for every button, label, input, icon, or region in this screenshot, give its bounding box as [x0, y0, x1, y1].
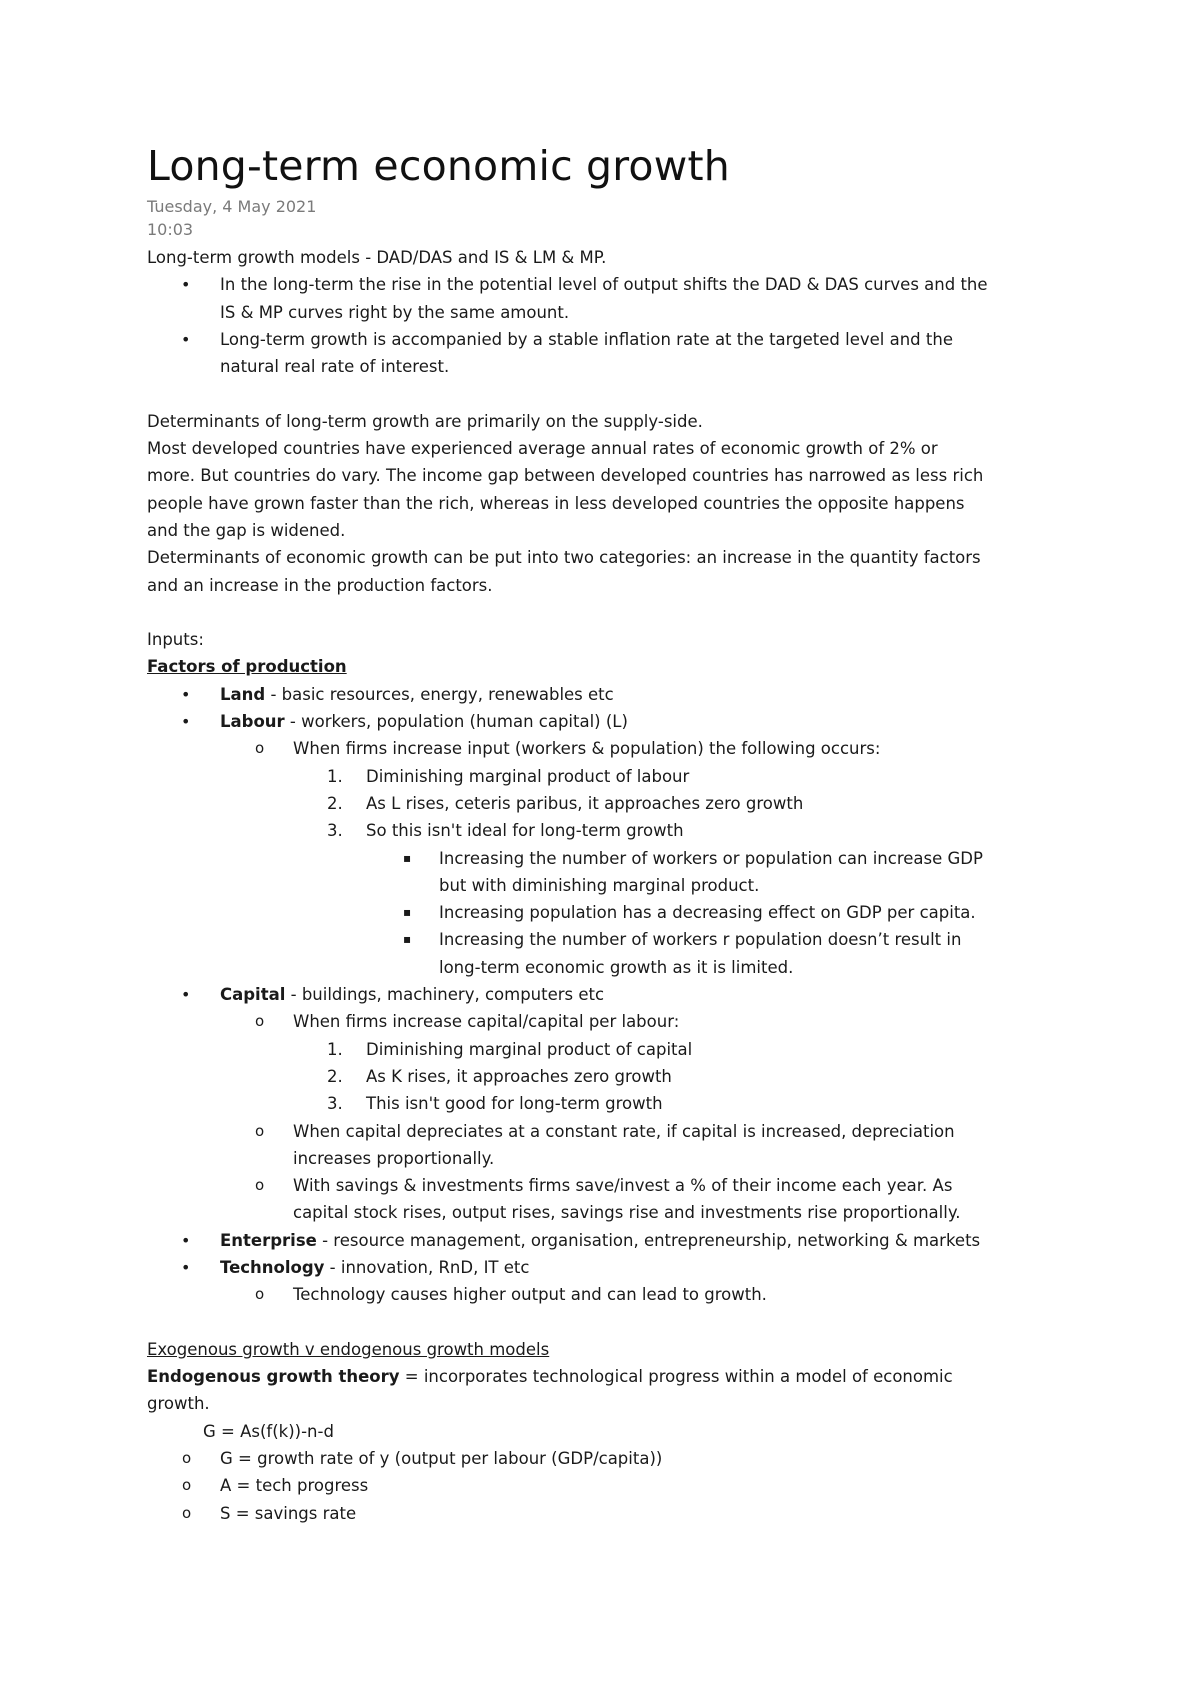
- theory-definition: Endogenous growth theory = incorporates technological progress within a model of economic: [147, 1367, 953, 1387]
- circle-bullet-icon: o: [182, 1503, 192, 1522]
- spacer: [147, 1309, 1087, 1336]
- list-item-continuation: but with diminishing marginal product.: [439, 875, 760, 895]
- paragraph-line: more. But countries do vary. The income gap between developed countries has narrowed as less rich: [147, 466, 984, 486]
- list-item-continuation: long-term economic growth as it is limited.: [439, 957, 794, 977]
- item-number: 3.: [327, 1094, 343, 1114]
- page-title: Long-term economic growth: [147, 142, 730, 190]
- circle-bullet-icon: o: [255, 1285, 265, 1304]
- bullet-icon: •: [181, 712, 191, 732]
- list-item-technology: • Technology - innovation, RnD, IT etc: [147, 1254, 1087, 1281]
- list-item: • Long-term growth is accompanied by a stable inflation rate at the targeted level and the: [147, 326, 1087, 353]
- spacer: [147, 380, 1087, 407]
- numbered-item: 2. As K rises, it approaches zero growth: [147, 1063, 1087, 1090]
- list-item-continuation: increases proportionally.: [293, 1148, 495, 1168]
- bullet-icon: •: [181, 329, 191, 349]
- bullet-icon: •: [181, 985, 191, 1005]
- item-number: 2.: [327, 793, 343, 813]
- paragraph-line: Determinants of long-term growth are primarily on the supply-side.: [147, 411, 703, 431]
- factors-heading: Factors of production: [147, 657, 347, 677]
- circle-bullet-icon: o: [255, 739, 265, 758]
- list-item: o When firms increase input (workers & population) the following occurs:: [147, 735, 1087, 762]
- numbered-item: 3. This isn't good for long-term growth: [147, 1090, 1087, 1117]
- paragraph-line: Most developed countries have experienced average annual rates of economic growth of 2% or: [147, 439, 938, 459]
- circle-bullet-icon: o: [255, 1012, 265, 1031]
- bullet-icon: •: [181, 684, 191, 704]
- list-item: o G = growth rate of y (output per labour (GDP/capita)): [147, 1445, 1087, 1472]
- circle-bullet-icon: o: [255, 1121, 265, 1140]
- circle-bullet-icon: o: [255, 1176, 265, 1195]
- list-item: o When capital depreciates at a constant rate, if capital is increased, depreciation: [147, 1118, 1087, 1145]
- numbered-item: 1. Diminishing marginal product of capital: [147, 1036, 1087, 1063]
- list-item: o Technology causes higher output and can lead to growth.: [147, 1281, 1087, 1308]
- list-item-land: • Land - basic resources, energy, renewables etc: [147, 681, 1087, 708]
- square-bullet-icon: ▪: [403, 932, 412, 947]
- paragraph-line: and the gap is widened.: [147, 520, 346, 540]
- square-bullet-icon: ▪: [403, 905, 412, 920]
- note-date: Tuesday, 4 May 2021: [147, 197, 317, 216]
- numbered-item: 2. As L rises, ceteris paribus, it approaches zero growth: [147, 790, 1087, 817]
- list-item: ▪ Increasing population has a decreasing effect on GDP per capita.: [147, 899, 1087, 926]
- circle-bullet-icon: o: [182, 1449, 192, 1468]
- numbered-item: 1. Diminishing marginal product of labour: [147, 763, 1087, 790]
- list-item-continuation: capital stock rises, output rises, savings rise and investments rise proportionally.: [293, 1203, 961, 1223]
- bullet-icon: •: [181, 275, 191, 295]
- item-number: 3.: [327, 821, 343, 841]
- paragraph-line: people have grown faster than the rich, whereas in less developed countries the opposite happens: [147, 493, 965, 513]
- list-item-continuation: IS & MP curves right by the same amount.: [220, 302, 570, 322]
- list-item: o A = tech progress: [147, 1472, 1087, 1499]
- item-number: 1.: [327, 766, 343, 786]
- intro-heading: Long-term growth models - DAD/DAS and IS & LM & MP.: [147, 248, 607, 267]
- item-number: 2.: [327, 1066, 343, 1086]
- growth-formula: G = As(f(k))-n-d: [203, 1421, 334, 1441]
- list-item-enterprise: • Enterprise - resource management, organisation, entrepreneurship, networking & markets: [147, 1227, 1087, 1254]
- models-heading: Exogenous growth v endogenous growth models: [147, 1339, 550, 1359]
- bullet-icon: •: [181, 1257, 191, 1277]
- list-item: o S = savings rate: [147, 1500, 1087, 1527]
- list-item: • In the long-term the rise in the potential level of output shifts the DAD & DAS curves and the: [147, 271, 1087, 298]
- paragraph-line: and an increase in the production factors.: [147, 575, 493, 595]
- list-item-labour: • Labour - workers, population (human capital) (L): [147, 708, 1087, 735]
- numbered-item: 3. So this isn't ideal for long-term growth: [147, 817, 1087, 844]
- note-time: 10:03: [147, 220, 194, 239]
- list-item: o With savings & investments firms save/invest a % of their income each year. As: [147, 1172, 1087, 1199]
- circle-bullet-icon: o: [182, 1476, 192, 1495]
- bullet-icon: •: [181, 1230, 191, 1250]
- note-body: [147, 244, 1087, 1527]
- paragraph-line: Determinants of economic growth can be put into two categories: an increase in the quantity factors: [147, 548, 981, 568]
- theory-definition-continuation: growth.: [147, 1394, 210, 1414]
- spacer: [147, 599, 1087, 626]
- item-number: 1.: [327, 1039, 343, 1059]
- list-item-continuation: natural real rate of interest.: [220, 357, 450, 377]
- square-bullet-icon: ▪: [403, 850, 412, 865]
- inputs-label: Inputs:: [147, 630, 204, 650]
- list-item: ▪ Increasing the number of workers or population can increase GDP: [147, 845, 1087, 872]
- list-item-capital: • Capital - buildings, machinery, computers etc: [147, 981, 1087, 1008]
- list-item: o When firms increase capital/capital per labour:: [147, 1008, 1087, 1035]
- list-item: ▪ Increasing the number of workers r population doesn’t result in: [147, 926, 1087, 953]
